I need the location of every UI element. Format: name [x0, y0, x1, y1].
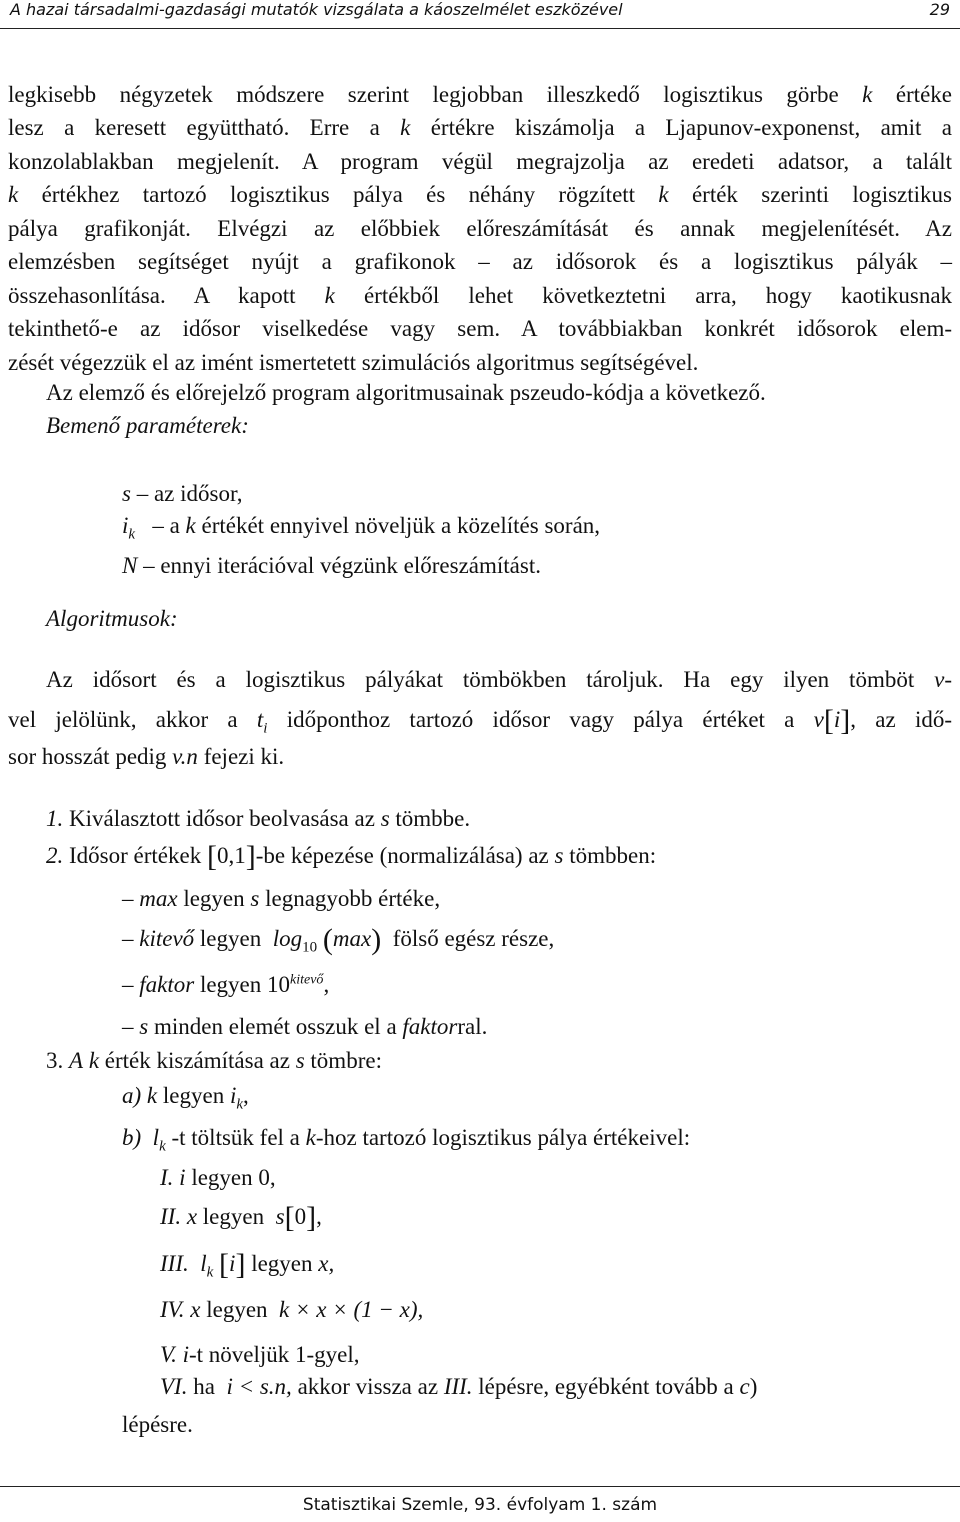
param-ik: $i_k$ – a k értékét ennyivel növeljük a közelítés során, [122, 513, 601, 543]
running-footer [0, 1486, 960, 1522]
inputs-heading: Bemenő paraméterek: [46, 413, 249, 438]
running-header [0, 0, 960, 29]
substep-vi-cont: lépésre. [122, 1412, 193, 1437]
param-n: N – ennyi iterációval végzünk előreszámítást. [122, 553, 541, 578]
param-s: s – az idősor, [122, 481, 243, 506]
intro-line-8: tekinthető-e az idősor viselkedése vagy sem. A továbbiakban konkrét idősorok elem- [8, 316, 952, 341]
intro-line-6: elemzésben segítséget nyújt a grafikonok – az idősorok és a logisztikus pályák – [8, 249, 952, 274]
substep-iv: IV. x legyen k × x × (1 − x), [160, 1297, 424, 1322]
intro-line-1: legkisebb négyzetek módszere szerint legjobban illeszkedő logisztikus görbe k értéke [8, 82, 952, 107]
running-title: A hazai társadalmi-gazdasági mutatók vizsgálata a káoszelmélet eszközével [10, 0, 623, 19]
algos-heading: Algoritmusok: [46, 606, 178, 631]
intro-line-4: k értékhez tartozó logisztikus pálya és néhány rögzített k érték szerinti logisztikus [8, 182, 952, 207]
substep-ii: II. x legyen s[0], [160, 1201, 322, 1234]
intro-line-10: Az elemző és előrejelző program algoritmusainak pszeudo-kódja a következő. [46, 380, 766, 405]
step-2: 2. Idősor értékek [0,1]-be képezése (normalizálása) az s tömbben: [46, 840, 657, 873]
intro-line-7: összehasonlítása. A kapott k értékből lehet következtetni arra, hogy kaotikusnak [8, 283, 953, 308]
substep-vi: VI. ha i < s.n, akkor vissza az III. lépésre, egyébként tovább a c) [160, 1374, 758, 1399]
page-number: 29 [929, 0, 950, 19]
step-1: 1. Kiválasztott idősor beolvasása az s tömbbe. [46, 806, 471, 831]
bullet-max: – max legyen s legnagyobb értéke, [122, 886, 441, 911]
substep-iii: III. $l_k$ [i] legyen x, [160, 1248, 335, 1281]
substep-v: V. i-t növeljük 1-gyel, [160, 1342, 360, 1367]
bullet-kitevo: – kitevő legyen $\log_{10} (\max)$ fölső egész része, [122, 923, 555, 956]
algos-line-1: Az idősort és a logisztikus pályákat tömbökben tároljuk. Ha egy ilyen tömböt v- [46, 667, 952, 692]
substep-b: b) $l_k$ -t töltsük fel a k-hoz tartozó logisztikus pálya értékeivel: [122, 1125, 691, 1155]
intro-line-5: pálya grafikonját. Elvégzi az előbbiek előreszámítását és annak megjelenítését. Az [8, 216, 952, 241]
substep-i: I. i legyen 0, [160, 1165, 276, 1190]
algos-line-3: sor hosszát pedig v.n fejezi ki. [8, 744, 285, 769]
step-3: 3. A k érték kiszámítása az s tömbre: [46, 1048, 382, 1073]
footer-text: Statisztikai Szemle, 93. évfolyam 1. szám [302, 1495, 658, 1515]
intro-line-2: lesz a keresett együttható. Erre a k értékre kiszámolja a Ljapunov-exponenst, amit a [8, 115, 952, 140]
intro-line-3: konzolablakban megjelenít. A program végül megrajzolja az eredeti adatsor, a talált [8, 149, 952, 174]
bullet-divide: – s minden elemét osszuk el a faktorral. [122, 1014, 488, 1039]
substep-a: a) k legyen $i_k$, [122, 1083, 249, 1113]
intro-line-9: zését végezzük el az imént ismertetett szimulációs algoritmus segítségével. [8, 350, 699, 375]
bullet-faktor: – faktor legyen $10^{kitevő}$, [122, 972, 330, 997]
algos-line-2: vel jelölünk, akkor a $t_i$ időponthoz tartozó idősor vagy pálya értéket a v[i], az idő- [8, 704, 953, 737]
